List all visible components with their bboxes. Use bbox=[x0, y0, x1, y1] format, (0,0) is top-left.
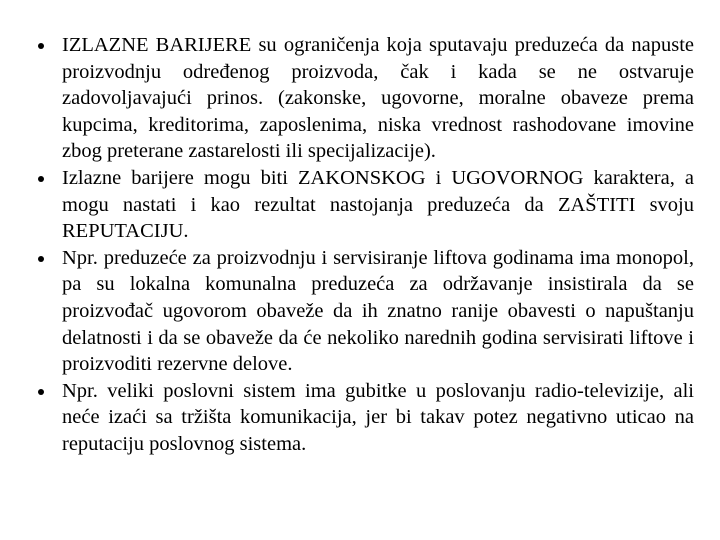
bullet-text: Npr. veliki poslovni sistem ima gubitke u poslovanju radio-televizije, ali neće izaći sa tržišta komunikacija, jer bi takav potez negativno uticao na reputaciju poslovnog sistema. bbox=[62, 379, 694, 455]
bullet-dot-icon bbox=[38, 389, 44, 395]
bullet-text: Izlazne barijere mogu biti ZAKONSKOG i UGOVORNOG karaktera, a mogu nastati i kao rezultat nastojanja preduzeća da ZAŠTITI svoju REPUTACIJU. bbox=[62, 166, 694, 243]
bullet-dot-icon bbox=[38, 43, 44, 49]
bullet-text: IZLAZNE BARIJERE su ograničenja koja sputavaju preduzeća da napuste proizvodnju određenog proizvoda, čak i kada se ne ostvaruje zadovoljavajući prinos. (zakonske, ugovorne, moralne obaveze prema kupcima, kreditorima, zaposlenima, niska vrednost rashodovane imovine zbog preterane zastarelosti ili specijalizacije). bbox=[62, 34, 694, 163]
bullet-dot-icon bbox=[38, 256, 44, 262]
bullet-item-elevator-example bbox=[38, 245, 694, 378]
bullet-dot-icon bbox=[38, 176, 44, 182]
bullet-item-exit-barriers-types bbox=[38, 165, 694, 245]
bullet-item-exit-barriers-definition bbox=[38, 32, 694, 165]
bullet-item-business-system-example bbox=[38, 378, 694, 458]
bullet-text: Npr. preduzeće za proizvodnju i servisiranje liftova godinama ima monopol, pa su lokalna komunalna preduzeća za održavanje insistirala da se proizvođač ugovorom obaveže da ih znatno ranije obavesti o napuštanju delatnosti i da se obaveže da će nekoliko narednih godina servisirati liftove i proizvoditi rezervne delove. bbox=[62, 246, 694, 376]
bullet-list bbox=[38, 32, 694, 458]
